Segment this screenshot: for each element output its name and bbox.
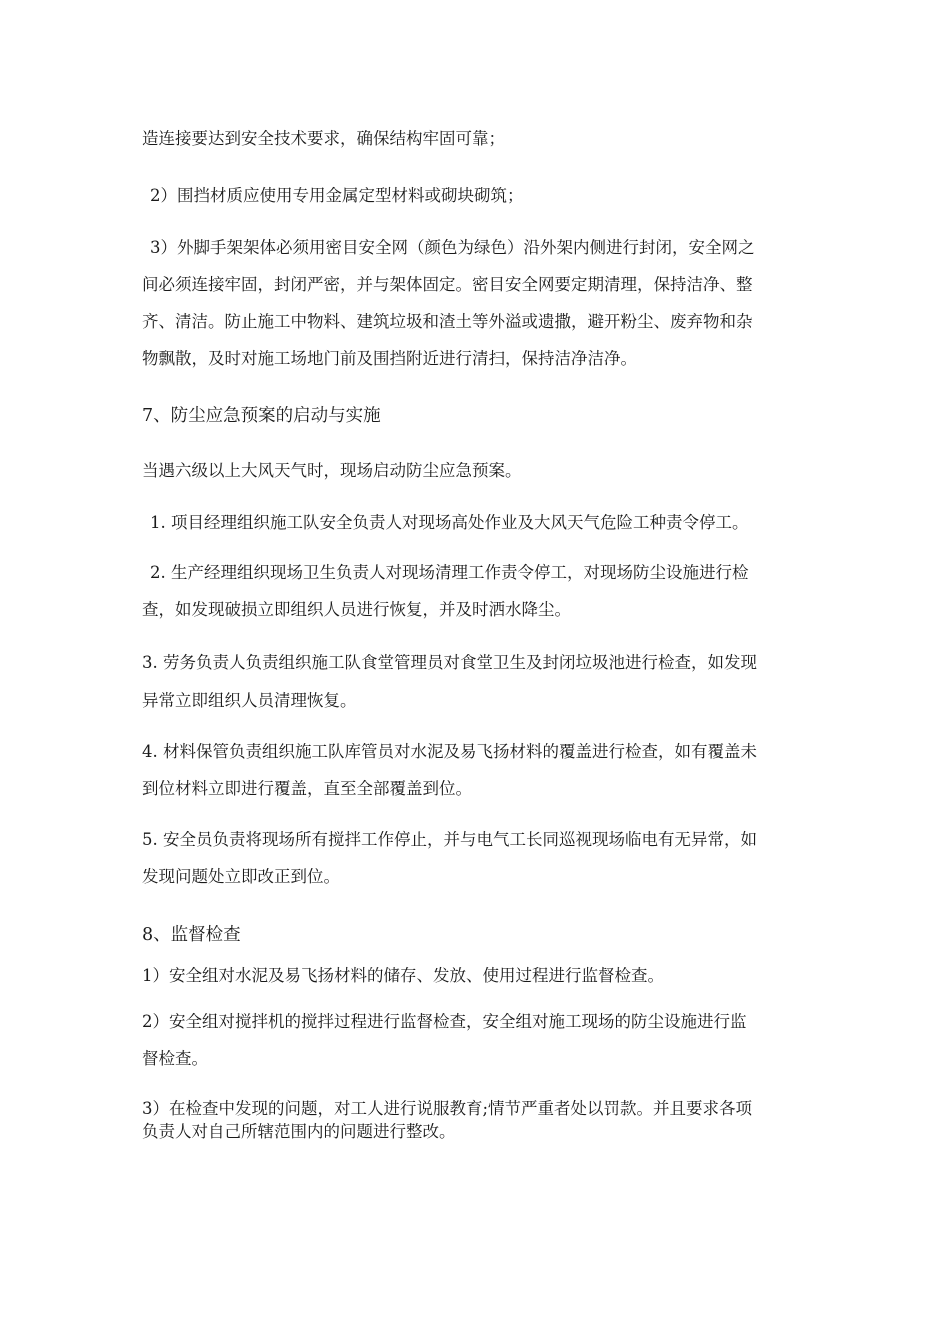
paragraph-line: 造连接要达到安全技术要求，确保结构牢固可靠； [142,129,505,148]
paragraph-line: 2. 生产经理组织现场卫生负责人对现场清理工作责令停工，对现场防尘设施进行检 [150,563,749,582]
paragraph-line: 2）安全组对搅拌机的搅拌过程进行监督检查，安全组对施工现场的防尘设施进行监 [142,1012,747,1031]
paragraph-line: 到位材料立即进行覆盖，直至全部覆盖到位。 [142,779,472,798]
paragraph-line: 负责人对自己所辖范围内的问题进行整改。 [142,1122,456,1141]
paragraph-line: 1. 项目经理组织施工队安全负责人对现场高处作业及大风天气危险工种责令停工。 [150,513,749,532]
section-heading: 7、防尘应急预案的启动与实施 [142,406,381,426]
paragraph-line: 3）外脚手架架体必须用密目安全网（颜色为绿色）沿外架内侧进行封闭，安全网之 [150,238,755,257]
paragraph-line: 异常立即组织人员清理恢复。 [142,691,357,710]
paragraph-line: 4. 材料保管负责组织施工队库管员对水泥及易飞扬材料的覆盖进行检查，如有覆盖未 [142,742,757,761]
paragraph-line: 2）围挡材质应使用专用金属定型材料或砌块砌筑； [150,186,524,205]
paragraph-line: 督检查。 [142,1049,208,1068]
paragraph-line: 3. 劳务负责人负责组织施工队食堂管理员对食堂卫生及封闭垃圾池进行检查，如发现 [142,653,757,672]
paragraph-line: 间必须连接牢固，封闭严密，并与架体固定。密目安全网要定期清理，保持洁净、整 [142,275,753,294]
paragraph-line: 查，如发现破损立即组织人员进行恢复，并及时洒水降尘。 [142,600,571,619]
paragraph-line: 物飘散，及时对施工场地门前及围挡附近进行清扫，保持洁净洁净。 [142,349,637,368]
paragraph-line: 发现问题处立即改正到位。 [142,867,340,886]
paragraph-line: 1）安全组对水泥及易飞扬材料的储存、发放、使用过程进行监督检查。 [142,966,664,985]
paragraph-line: 齐、清洁。防止施工中物料、建筑垃圾和渣土等外溢或遗撒，避开粉尘、废弃物和杂 [142,312,753,331]
paragraph-line: 3）在检查中发现的问题，对工人进行说服教育;情节严重者处以罚款。并且要求各项 [142,1099,753,1118]
paragraph-line: 5. 安全员负责将现场所有搅拌工作停止，并与电气工长同巡视现场临电有无异常，如 [142,830,757,849]
paragraph-line: 当遇六级以上大风天气时，现场启动防尘应急预案。 [142,461,522,480]
section-heading: 8、监督检查 [142,925,241,945]
